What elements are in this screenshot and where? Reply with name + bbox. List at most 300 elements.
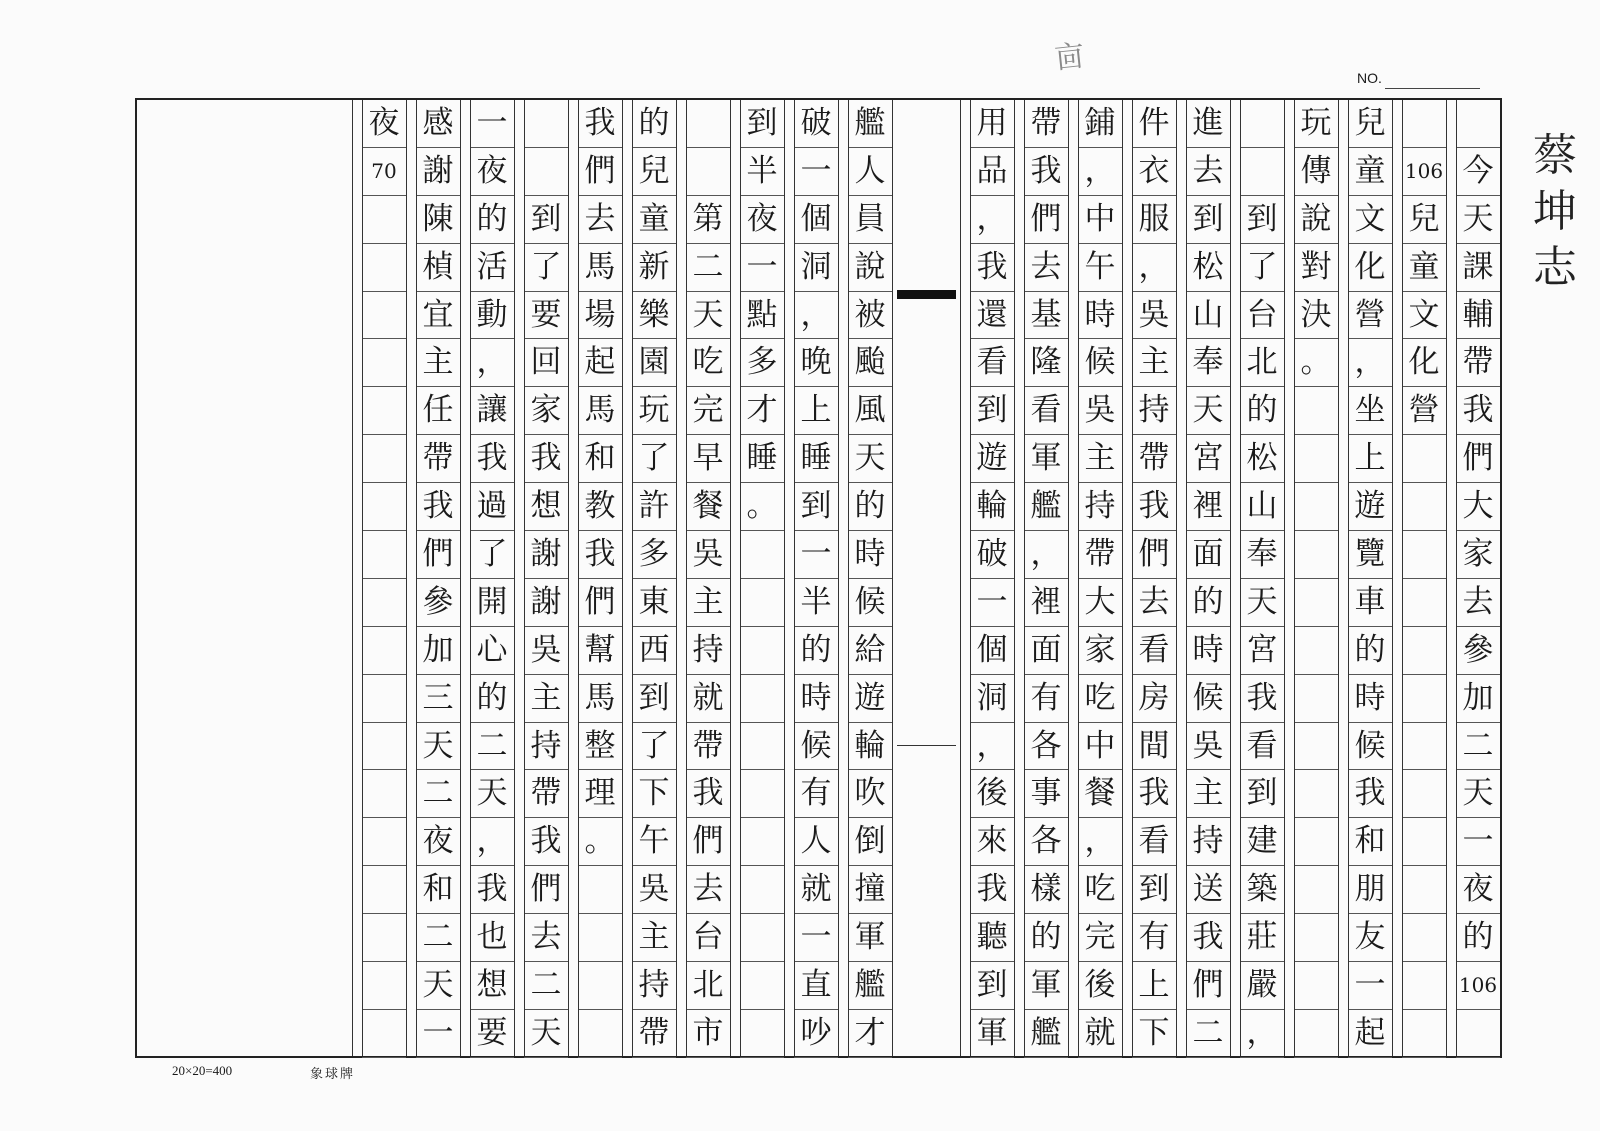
grid-cell: 睡 (740, 435, 784, 483)
grid-cell: 時 (848, 531, 892, 579)
grid-cell (362, 435, 406, 483)
grid-cell (1294, 531, 1338, 579)
grid-cell: 多 (740, 339, 784, 387)
grid-cell: 家 (524, 387, 568, 435)
grid-cell: 我 (970, 866, 1014, 914)
grid-cell: 夜 (362, 100, 406, 148)
grid-cell: 友 (1348, 914, 1392, 962)
grid-cell: 面 (1186, 531, 1230, 579)
grid-cell: 候 (848, 579, 892, 627)
grid-cell: 服 (1132, 196, 1176, 244)
grid-cell: 奉 (1186, 339, 1230, 387)
grid-cell: 決 (1294, 292, 1338, 340)
grid-cell (740, 818, 784, 866)
grid-cell: 園 (632, 339, 676, 387)
grid-cell: 基 (1024, 292, 1068, 340)
grid-cell: 奉 (1240, 531, 1284, 579)
grid-cell: 化 (1348, 244, 1392, 292)
grid-cell: 兒 (632, 148, 676, 196)
grid-cell: 參 (1456, 627, 1500, 675)
grid-cell: 文 (1402, 292, 1446, 340)
grid-cell: 吳 (1132, 292, 1176, 340)
grid-cell: 吳 (524, 627, 568, 675)
grid-cell: 天 (1456, 770, 1500, 818)
grid-cell (524, 148, 568, 196)
grid-cell: 品 (970, 148, 1014, 196)
grid-cell: 到 (524, 196, 568, 244)
grid-cell: 吵 (794, 1010, 838, 1058)
grid-cell: 去 (686, 866, 730, 914)
grid-cell: 一 (1456, 818, 1500, 866)
grid-cell: 我 (578, 100, 622, 148)
grid-cell: ， (470, 339, 514, 387)
grid-cell: 第 (686, 196, 730, 244)
grid-cell: 去 (524, 914, 568, 962)
grid-cell (1456, 1010, 1500, 1058)
grid-cell: 下 (1132, 1010, 1176, 1058)
grid-cell (740, 627, 784, 675)
grid-cell: 餐 (686, 483, 730, 531)
grid-cell: 東 (632, 579, 676, 627)
grid-cell: 兒 (1402, 196, 1446, 244)
grid-cell: 要 (470, 1010, 514, 1058)
grid-cell: ， (794, 292, 838, 340)
grid-cell (1294, 483, 1338, 531)
grid-cell: 軍 (848, 914, 892, 962)
grid-cell: 場 (578, 292, 622, 340)
grid-cell: 理 (578, 770, 622, 818)
grid-cell: 颱 (848, 339, 892, 387)
grid-cell: 倒 (848, 818, 892, 866)
fold-tick (897, 745, 956, 746)
grid-cell: 想 (470, 962, 514, 1010)
grid-cell (1402, 914, 1446, 962)
grid-cell: 還 (970, 292, 1014, 340)
grid-cell: 我 (1348, 770, 1392, 818)
grid-cell: 洞 (794, 244, 838, 292)
grid-cell: 我 (1240, 675, 1284, 723)
grid-cell: 持 (1186, 818, 1230, 866)
grid-cell: 遊 (970, 435, 1014, 483)
grid-cell: 的 (1024, 914, 1068, 962)
grid-cell: 童 (632, 196, 676, 244)
grid-cell: 建 (1240, 818, 1284, 866)
grid-cell (1402, 962, 1446, 1010)
grid-cell: 看 (970, 339, 1014, 387)
grid-cell (1294, 723, 1338, 771)
grid-cell: 來 (970, 818, 1014, 866)
grid-cell: 教 (578, 483, 622, 531)
grid-cell (578, 866, 622, 914)
grid-column (1122, 100, 1176, 1056)
grid-cell: 時 (1078, 292, 1122, 340)
grid-column (1014, 100, 1068, 1056)
grid-cell (578, 962, 622, 1010)
grid-cell: 到 (1186, 196, 1230, 244)
grid-cell: 課 (1456, 244, 1500, 292)
faded-stamp: 㐭 (1052, 38, 1087, 77)
grid-cell: 夜 (416, 818, 460, 866)
grid-cell: 天 (848, 435, 892, 483)
grid-cell: 後 (1078, 962, 1122, 1010)
grid-cell: 樣 (1024, 866, 1068, 914)
grid-cell: 候 (794, 723, 838, 771)
grid-cell: 帶 (1024, 100, 1068, 148)
grid-cell: 要 (524, 292, 568, 340)
grid-cell: 市 (686, 1010, 730, 1058)
grid-column (1230, 100, 1284, 1056)
grid-cell: 任 (416, 387, 460, 435)
grid-cell: 到 (970, 962, 1014, 1010)
grid-cell: 持 (524, 723, 568, 771)
grid-cell: 時 (1186, 627, 1230, 675)
grid-cell: 一 (416, 1010, 460, 1058)
grid-cell: 坐 (1348, 387, 1392, 435)
grid-column (1284, 100, 1338, 1056)
grid-cell (740, 914, 784, 962)
grid-cell: ， (970, 723, 1014, 771)
grid-cell: 持 (1078, 483, 1122, 531)
grid-cell: 去 (1024, 244, 1068, 292)
grid-cell: 和 (1348, 818, 1392, 866)
grid-cell: 70 (362, 148, 406, 196)
grid-cell: 送 (1186, 866, 1230, 914)
grid-cell: 房 (1132, 675, 1176, 723)
grid-cell: 大 (1456, 483, 1500, 531)
grid-cell: 們 (686, 818, 730, 866)
grid-cell: 有 (1024, 675, 1068, 723)
grid-cell: 莊 (1240, 914, 1284, 962)
grid-cell: 天 (524, 1010, 568, 1058)
grid-column (352, 100, 406, 1056)
grid-cell (1240, 100, 1284, 148)
grid-cell: 開 (470, 579, 514, 627)
grid-cell: 主 (524, 675, 568, 723)
grid-cell: 童 (1402, 244, 1446, 292)
grid-cell: ， (470, 818, 514, 866)
grid-cell: 一 (470, 100, 514, 148)
grid-cell: 帶 (1132, 435, 1176, 483)
grid-cell: 裡 (1024, 579, 1068, 627)
grid-cell: 傳 (1294, 148, 1338, 196)
grid-cell: 天 (1456, 196, 1500, 244)
grid-cell: 二 (416, 914, 460, 962)
grid-cell: 到 (1240, 196, 1284, 244)
grid-cell: 朋 (1348, 866, 1392, 914)
grid-cell: 北 (686, 962, 730, 1010)
grid-cell: 主 (686, 579, 730, 627)
grid-cell: 們 (416, 531, 460, 579)
grid-cell (1402, 770, 1446, 818)
grid-cell: 回 (524, 339, 568, 387)
grid-cell: 我 (1132, 483, 1176, 531)
grid-cell: 個 (970, 627, 1014, 675)
grid-cell: 天 (1186, 387, 1230, 435)
grid-cell (1402, 627, 1446, 675)
grid-cell: 到 (1132, 866, 1176, 914)
grid-cell: 用 (970, 100, 1014, 148)
grid-cell (1294, 627, 1338, 675)
grid-cell (1402, 675, 1446, 723)
grid-cell: 帶 (686, 723, 730, 771)
grid-cell: 破 (794, 100, 838, 148)
page-number-label: NO. (1357, 70, 1382, 86)
grid-cell (362, 1010, 406, 1058)
grid-cell (1294, 962, 1338, 1010)
grid-cell (740, 962, 784, 1010)
grid-cell: 破 (970, 531, 1014, 579)
grid-cell: 謝 (416, 148, 460, 196)
grid-cell: 吃 (1078, 866, 1122, 914)
grid-cell: 下 (632, 770, 676, 818)
grid-column (622, 100, 676, 1056)
grid-cell: 的 (1348, 627, 1392, 675)
grid-cell: 到 (632, 675, 676, 723)
grid-cell: 了 (632, 435, 676, 483)
grid-column (1446, 100, 1500, 1056)
grid-cell: 營 (1402, 387, 1446, 435)
grid-cell: 衣 (1132, 148, 1176, 196)
grid-cell (578, 1010, 622, 1058)
grid-cell: 童 (1348, 148, 1392, 196)
grid-cell: 去 (1186, 148, 1230, 196)
grid-cell (1402, 483, 1446, 531)
grid-cell: 持 (1132, 387, 1176, 435)
grid-cell: 鋪 (1078, 100, 1122, 148)
grid-cell: 們 (524, 866, 568, 914)
grid-cell (740, 723, 784, 771)
grid-cell (1294, 866, 1338, 914)
grid-cell (1402, 435, 1446, 483)
grid-cell: 帶 (1078, 531, 1122, 579)
grid-cell: 們 (1456, 435, 1500, 483)
grid-column (784, 100, 838, 1056)
grid-cell: 吳 (686, 531, 730, 579)
grid-cell: 馬 (578, 675, 622, 723)
grid-cell (362, 387, 406, 435)
grid-cell: 106 (1402, 148, 1446, 196)
grid-cell: 才 (848, 1010, 892, 1058)
grid-cell: 陳 (416, 196, 460, 244)
grid-cell: 我 (578, 531, 622, 579)
grid-cell: 夜 (470, 148, 514, 196)
grid-cell: 夜 (1456, 866, 1500, 914)
author-char: 坤 (1533, 186, 1577, 237)
grid-cell: 宜 (416, 292, 460, 340)
grid-cell: 感 (416, 100, 460, 148)
grid-cell: 有 (794, 770, 838, 818)
grid-cell: 洞 (970, 675, 1014, 723)
grid-cell (362, 962, 406, 1010)
grid-cell: 隆 (1024, 339, 1068, 387)
grid-cell: 一 (794, 914, 838, 962)
grid-cell: 了 (470, 531, 514, 579)
grid-cell: 有 (1132, 914, 1176, 962)
grid-cell: 文 (1348, 196, 1392, 244)
grid-cell: 。 (740, 483, 784, 531)
grid-cell: 們 (578, 579, 622, 627)
grid-cell: 艦 (1024, 483, 1068, 531)
grid-cell: 去 (1456, 579, 1500, 627)
grid-cell: 艦 (848, 100, 892, 148)
grid-cell: 馬 (578, 244, 622, 292)
grid-cell: 艦 (1024, 1010, 1068, 1058)
grid-cell: 的 (1186, 579, 1230, 627)
grid-column (838, 100, 892, 1056)
grid-cell (740, 579, 784, 627)
grid-cell: 人 (848, 148, 892, 196)
grid-cell: 主 (1078, 435, 1122, 483)
grid-cell: 完 (1078, 914, 1122, 962)
grid-cell: 的 (632, 100, 676, 148)
fold-marker (897, 290, 956, 299)
grid-cell (740, 675, 784, 723)
grid-cell (1294, 579, 1338, 627)
page-number-blank (1385, 88, 1480, 89)
grid-cell: 了 (632, 723, 676, 771)
grid-cell: 遊 (1348, 483, 1392, 531)
grid-cell (362, 675, 406, 723)
grid-cell: 幫 (578, 627, 622, 675)
grid-cell (1402, 1010, 1446, 1058)
grid-column (960, 100, 1014, 1056)
grid-cell: 去 (578, 196, 622, 244)
grid-cell: 我 (524, 435, 568, 483)
grid-cell: 和 (578, 435, 622, 483)
grid-cell: 件 (1132, 100, 1176, 148)
grid-cell: 我 (1456, 387, 1500, 435)
grid-cell: 也 (470, 914, 514, 962)
grid-cell: 起 (1348, 1010, 1392, 1058)
grid-cell: 聽 (970, 914, 1014, 962)
grid-cell: 我 (1186, 914, 1230, 962)
grid-cell: 軍 (1024, 435, 1068, 483)
grid-cell: 各 (1024, 818, 1068, 866)
grid-cell: 馬 (578, 387, 622, 435)
grid-cell: 給 (848, 627, 892, 675)
grid-cell: 帶 (632, 1010, 676, 1058)
grid-cell: 二 (1456, 723, 1500, 771)
author-char: 志 (1533, 242, 1577, 293)
grid-cell: 我 (470, 435, 514, 483)
grid-cell: 松 (1186, 244, 1230, 292)
grid-cell: 三 (416, 675, 460, 723)
grid-cell: 我 (970, 244, 1014, 292)
grid-cell: 106 (1456, 962, 1500, 1010)
grid-cell: 看 (1024, 387, 1068, 435)
grid-cell: 到 (1240, 770, 1284, 818)
grid-spec-label: 20×20=400 (172, 1063, 233, 1078)
grid-cell: 樂 (632, 292, 676, 340)
grid-cell: 說 (1294, 196, 1338, 244)
grid-cell: 艦 (848, 962, 892, 1010)
grid-cell: 被 (848, 292, 892, 340)
grid-cell (1402, 866, 1446, 914)
grid-cell: 我 (686, 770, 730, 818)
grid-cell: 讓 (470, 387, 514, 435)
grid-cell: 事 (1024, 770, 1068, 818)
grid-cell: 的 (848, 483, 892, 531)
grid-cell: 天 (416, 962, 460, 1010)
grid-cell: 我 (1024, 148, 1068, 196)
grid-cell (686, 148, 730, 196)
grid-cell: 個 (794, 196, 838, 244)
grid-cell: 營 (1348, 292, 1392, 340)
grid-cell: 天 (1240, 579, 1284, 627)
grid-cell: 台 (686, 914, 730, 962)
grid-cell: 晚 (794, 339, 838, 387)
grid-column (460, 100, 514, 1056)
grid-cell: 山 (1186, 292, 1230, 340)
grid-cell (578, 914, 622, 962)
grid-cell: 覽 (1348, 531, 1392, 579)
grid-cell: 午 (632, 818, 676, 866)
grid-cell: 帶 (1456, 339, 1500, 387)
grid-cell: 中 (1078, 196, 1122, 244)
grid-cell: 過 (470, 483, 514, 531)
grid-cell: ， (970, 196, 1014, 244)
grid-cell: 了 (1240, 244, 1284, 292)
grid-cell: 加 (416, 627, 460, 675)
grid-cell (1294, 435, 1338, 483)
grid-cell: 活 (470, 244, 514, 292)
grid-column (1176, 100, 1230, 1056)
grid-cell: 謝 (524, 531, 568, 579)
grid-cell: 。 (578, 818, 622, 866)
grid-cell: 多 (632, 531, 676, 579)
grid-cell: 的 (794, 627, 838, 675)
grid-cell: 家 (1078, 627, 1122, 675)
grid-cell: 對 (1294, 244, 1338, 292)
grid-cell: ， (1078, 148, 1122, 196)
grid-cell: 點 (740, 292, 784, 340)
grid-cell: 吳 (1078, 387, 1122, 435)
grid-cell: 宮 (1240, 627, 1284, 675)
grid-cell (740, 1010, 784, 1058)
grid-cell: 上 (1348, 435, 1392, 483)
grid-cell: 輪 (970, 483, 1014, 531)
grid-cell: 天 (470, 770, 514, 818)
grid-cell: 嚴 (1240, 962, 1284, 1010)
grid-cell: 們 (1024, 196, 1068, 244)
grid-cell (1240, 148, 1284, 196)
grid-cell: 今 (1456, 148, 1500, 196)
grid-cell: 想 (524, 483, 568, 531)
grid-cell: 就 (686, 675, 730, 723)
grid-cell (1294, 387, 1338, 435)
grid-cell: 才 (740, 387, 784, 435)
grid-cell: 宮 (1186, 435, 1230, 483)
grid-cell: 進 (1186, 100, 1230, 148)
grid-cell (686, 100, 730, 148)
grid-column (676, 100, 730, 1056)
grid-cell: 餐 (1078, 770, 1122, 818)
grid-cell: 看 (1132, 818, 1176, 866)
grid-cell: 中 (1078, 723, 1122, 771)
grid-cell (362, 866, 406, 914)
grid-cell: 時 (794, 675, 838, 723)
grid-cell: 一 (1348, 962, 1392, 1010)
grid-cell: 吳 (632, 866, 676, 914)
grid-cell (1402, 579, 1446, 627)
grid-cell: 看 (1132, 627, 1176, 675)
grid-cell: 西 (632, 627, 676, 675)
grid-cell: 和 (416, 866, 460, 914)
grid-cell: 就 (1078, 1010, 1122, 1058)
grid-cell: 動 (470, 292, 514, 340)
grid-cell (362, 579, 406, 627)
grid-cell: 參 (416, 579, 460, 627)
